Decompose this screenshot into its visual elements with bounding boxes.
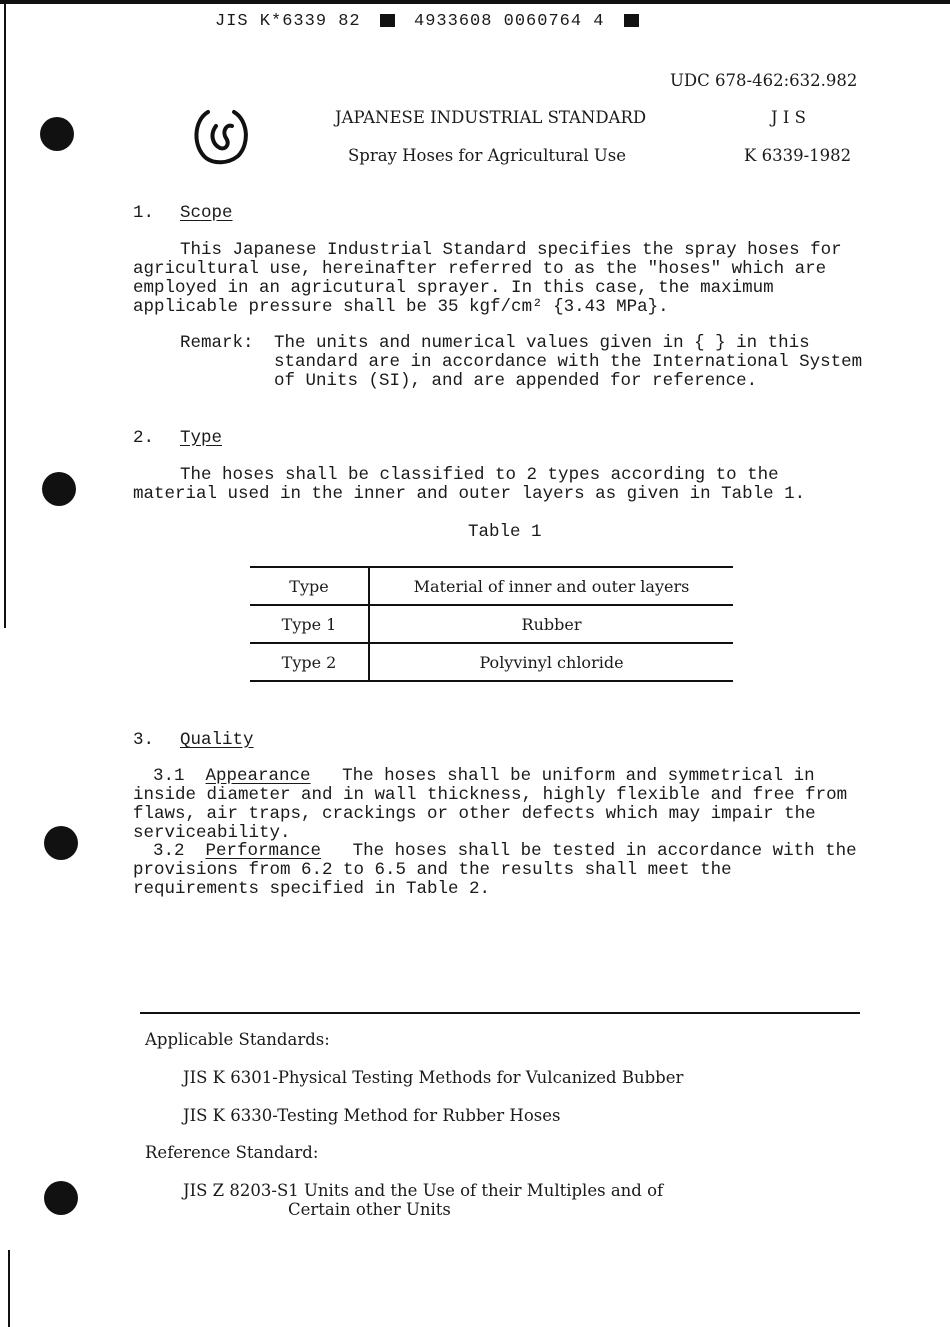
- header-batch: 4933608 0060764 4: [414, 12, 605, 31]
- header-block-icon: [380, 14, 395, 27]
- section-3-title: Quality: [180, 730, 254, 750]
- page-left-border-lower: [8, 1250, 10, 1327]
- footer-divider: [140, 1012, 860, 1014]
- section-3-2-title: Performance: [205, 841, 322, 861]
- table-header-row: [250, 567, 733, 605]
- section-2-title: Type: [180, 428, 223, 448]
- table-row: [250, 643, 733, 681]
- table-header-cell: Material of inner and outer layers: [369, 567, 733, 605]
- reference-standard-item: JIS Z 8203-S1 Units and the Use of their Multiples and of: [183, 1181, 664, 1200]
- table-cell: Type 1: [250, 605, 369, 643]
- reference-standard-item-cont: Certain other Units: [288, 1200, 451, 1219]
- remark-text: The units and numerical values given in { } in this standard are in accordance with the International System of Units (SI), and are appended for reference.: [274, 333, 863, 391]
- table-1-caption: Table 1: [468, 522, 542, 542]
- page-left-border: [4, 0, 6, 628]
- punch-hole-2: [42, 472, 76, 506]
- section-3-1-title: Appearance: [205, 766, 311, 786]
- section-3-1-text: The hoses shall be uniform and symmetrical in inside diameter and in wall thickness, highly flexible and free from flaws, air traps, crackings or other defects which may impair the serviceability.: [133, 766, 848, 843]
- applicable-standards-label: Applicable Standards:: [145, 1030, 330, 1049]
- table-header-cell: Type: [250, 567, 369, 605]
- header-code: JIS K*6339 82: [215, 12, 361, 31]
- applicable-standard-item: JIS K 6330-Testing Method for Rubber Hoses: [183, 1106, 561, 1125]
- table-cell: Polyvinyl chloride: [369, 643, 733, 681]
- doc-title: Spray Hoses for Agricultural Use: [348, 146, 627, 165]
- remark-label: Remark:: [180, 333, 254, 353]
- punch-hole-1: [40, 117, 74, 151]
- header-block-icon: [624, 14, 639, 27]
- doc-number: K 6339-1982: [744, 146, 852, 165]
- table-cell: Rubber: [369, 605, 733, 643]
- org-title: JAPANESE INDUSTRIAL STANDARD: [335, 108, 647, 127]
- section-1-text: This Japanese Industrial Standard specifies the spray hoses for agricultural use, hereinafter referred to as the "hoses" which are employed in an agricutural sprayer. In this case, the maximum applicable pressure shall be 35 kgf/cm² {3.43 MPa}.: [133, 240, 842, 317]
- section-1-title: Scope: [180, 203, 233, 223]
- applicable-standard-item: JIS K 6301-Physical Testing Methods for Vulcanized Bubber: [183, 1068, 684, 1087]
- jis-mark: J I S: [771, 108, 806, 127]
- section-3-1-number: 3.1: [153, 766, 185, 786]
- header-strip: [215, 12, 639, 31]
- jis-logo-icon: [190, 104, 254, 168]
- section-2-text: The hoses shall be classified to 2 types according to the material used in the inner and outer layers as given in Table 1.: [133, 465, 806, 504]
- section-1-paragraph: [133, 241, 848, 317]
- section-3-2-paragraph: [133, 842, 868, 899]
- udc-code: UDC 678-462:632.982: [670, 71, 858, 90]
- reference-standard-label: Reference Standard:: [145, 1143, 319, 1162]
- table-row: [250, 605, 733, 643]
- punch-hole-4: [44, 1181, 78, 1215]
- table-cell: Type 2: [250, 643, 369, 681]
- section-3-number: 3.: [133, 730, 155, 750]
- section-3-2-number: 3.2: [153, 841, 185, 861]
- section-2-paragraph: [133, 466, 863, 504]
- punch-hole-3: [44, 826, 78, 860]
- page-top-border: [0, 0, 950, 4]
- table-1: [250, 566, 733, 682]
- section-3-2-text: The hoses shall be tested in accordance with the provisions from 6.2 to 6.5 and the results shall meet the requirements specified in Table 2.: [133, 841, 857, 899]
- section-1-number: 1.: [133, 203, 155, 223]
- section-2-number: 2.: [133, 428, 155, 448]
- section-3-1-paragraph: [133, 767, 878, 843]
